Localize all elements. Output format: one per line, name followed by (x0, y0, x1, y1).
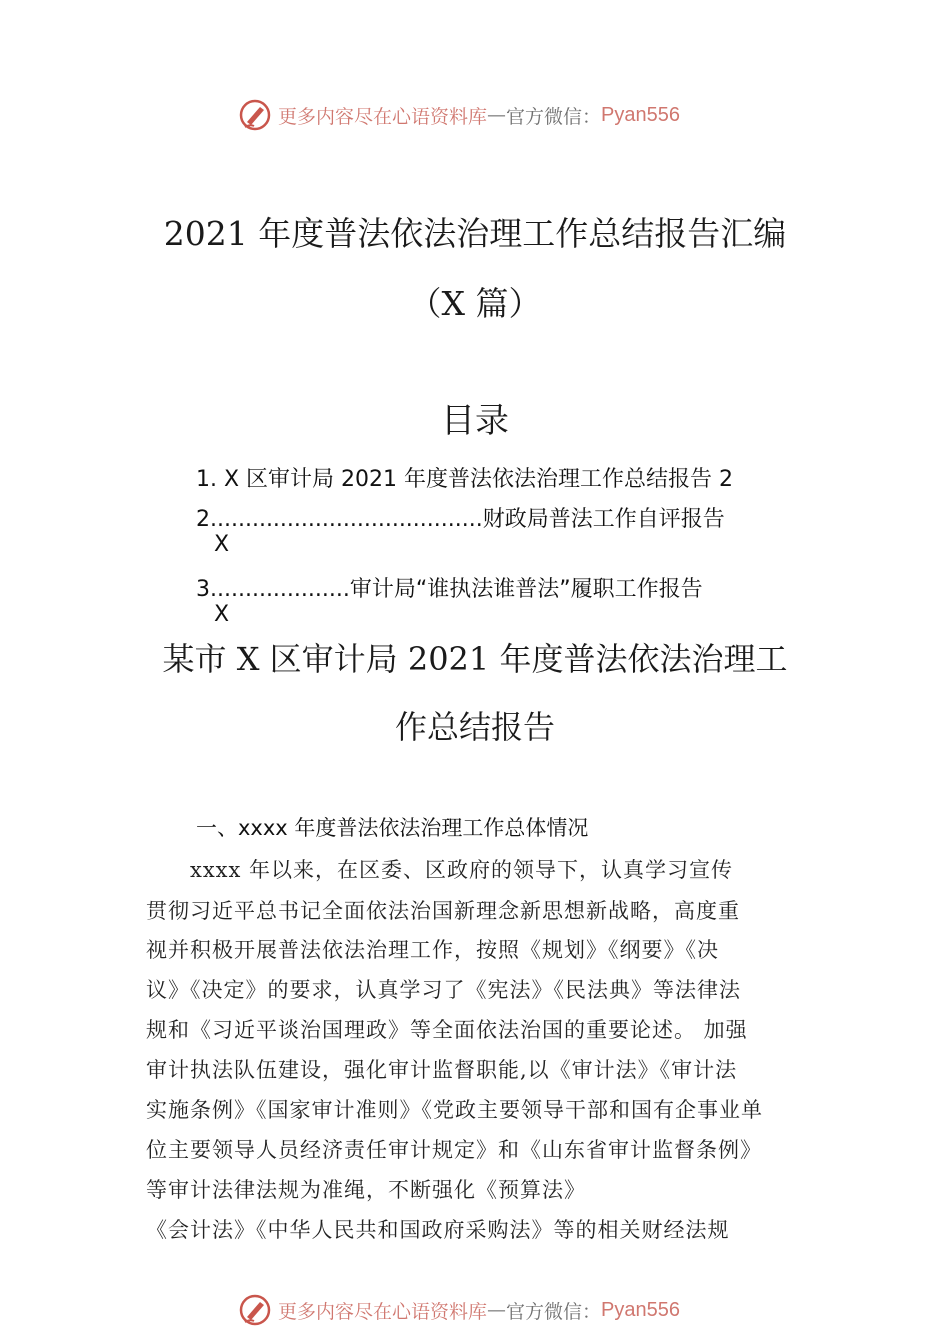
paragraph-line: 《会计法》《中华人民共和国政府采购法》等的相关财经法规 (146, 1218, 730, 1242)
toc-item-3-page: X (214, 602, 230, 627)
toc-item-2-page: X (214, 532, 230, 557)
banner-wechat-label: 官方微信： (506, 1300, 602, 1323)
paragraph-line: 议》《决定》的要求，认真学习了《宪法》《民法典》等法律法 (146, 978, 741, 1002)
paragraph-line: 等审计法律法规为准绳，不断强化《预算法》 (146, 1178, 586, 1202)
toc-item-3[interactable]: 3....................审计局“谁执法谁普法”履职工作报告 (196, 577, 703, 602)
paragraph-line: 审计执法队伍建设，强化审计监督职能,以《审计法》《审计法 (146, 1058, 738, 1082)
banner-prefix: 更多内容尽在心语资料库 (278, 1300, 488, 1323)
article-title-line2: 作总结报告 (394, 708, 555, 746)
document-title-line1: 2021 年度普法依法治理工作总结报告汇编 (163, 214, 787, 253)
document-title-line2: （X 篇） (408, 284, 542, 323)
toc-item-2[interactable]: 2.......................................财政局普法工作自评报告 (196, 507, 725, 532)
toc-item-1[interactable]: 1. X 区审计局 2021 年度普法依法治理工作总结报告 2 (196, 467, 734, 492)
banner-wechat-id: Pyan556 (601, 103, 680, 126)
banner-wechat-label: 官方微信： (506, 105, 602, 128)
section-heading: 一、xxxx 年度普法依法治理工作总体情况 (196, 816, 589, 840)
paragraph-line: 贯彻习近平总书记全面依法治国新理念新思想新战略，高度重 (146, 899, 740, 923)
footer-banner (0, 1290, 950, 1330)
pen-logo-icon (238, 1293, 272, 1327)
article-title-line1: 某市 X 区审计局 2021 年度普法依法治理工 (162, 640, 788, 678)
banner-dash: — (487, 1299, 507, 1321)
pen-logo-icon (238, 98, 272, 132)
paragraph-line: 视并积极开展普法依法治理工作，按照《规划》《纲要》《决 (146, 938, 719, 962)
banner-prefix: 更多内容尽在心语资料库 (278, 105, 488, 128)
toc-heading: 目录 (441, 401, 509, 441)
paragraph-line: 实施条例》《国家审计准则》《党政主要领导干部和国有企事业单 (146, 1098, 763, 1122)
paragraph-line: xxxx 年以来，在区委、区政府的领导下，认真学习宣传 (146, 858, 734, 882)
paragraph-line: 规和《习近平谈治国理政》等全面依法治国的重要论述。 加强 (146, 1018, 748, 1042)
paragraph-line: 位主要领导人员经济责任审计规定》和《山东省审计监督条例》 (146, 1138, 762, 1162)
banner-wechat-id: Pyan556 (601, 1298, 680, 1321)
header-banner (0, 95, 950, 135)
banner-dash: — (487, 104, 507, 126)
